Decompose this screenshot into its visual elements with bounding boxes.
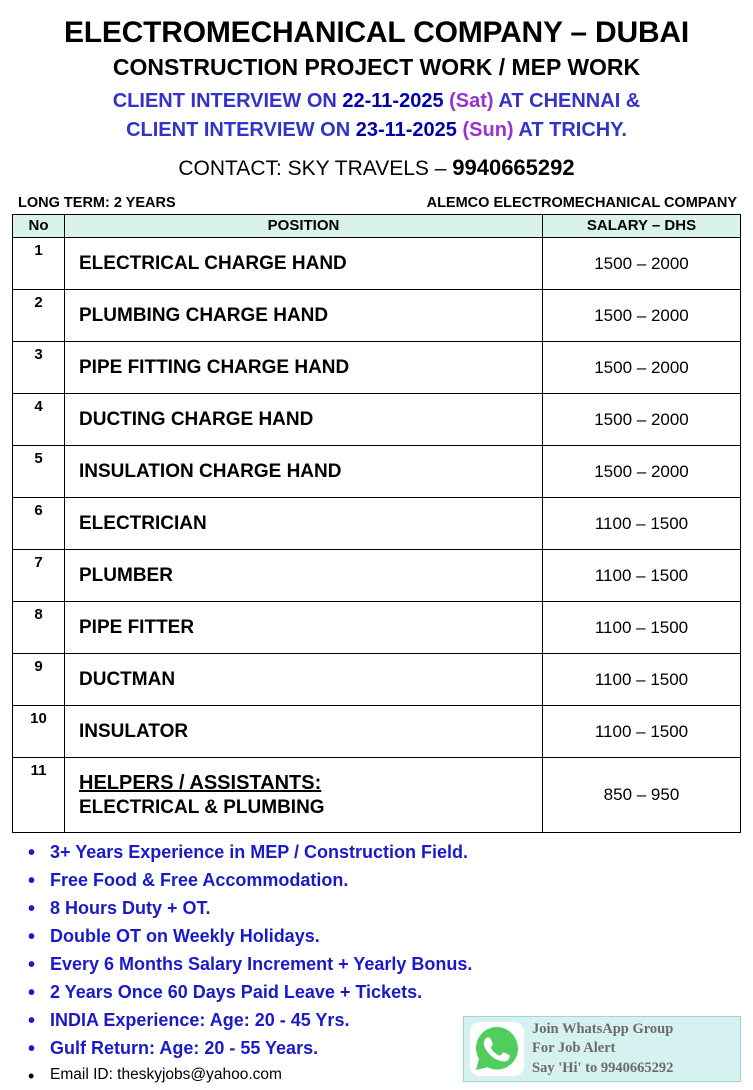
row-no: 9 [13,654,65,706]
page-title: ELECTROMECHANICAL COMPANY – DUBAI [63,16,690,49]
row-no: 7 [13,550,65,602]
table-row [13,602,741,654]
interview-line-trichy [12,117,741,143]
whatsapp-text [524,1020,673,1078]
row-position: ELECTRICAL CHARGE HAND [65,238,543,290]
table-body [13,238,741,833]
table-row [13,238,741,290]
table-row [13,654,741,706]
row-no: 2 [13,290,65,342]
contact-phone: 9940665292 [452,155,575,181]
whatsapp-line-3: Say 'Hi' to 9940665292 [532,1059,674,1076]
list-item: • Free Food & Free Accommodation. [26,867,741,895]
email-line: • Email ID: theskyjobs@yahoo.com [26,1063,741,1088]
helpers-title: HELPERS / ASSISTANTS: [79,772,322,795]
positions-table [12,214,741,833]
table-row [13,706,741,758]
list-item: • 8 Hours Duty + OT. [26,895,741,923]
list-item: • Gulf Return: Age: 20 - 55 Years. [26,1035,741,1063]
row-position: PIPE FITTER [65,602,543,654]
helpers-detail: ELECTRICAL & PLUMBING [79,797,325,819]
table-row-helpers [13,758,741,833]
interview2-date: 23-11-2025 [355,119,457,142]
row-salary: 1500 – 2000 [543,290,741,342]
row-no: 4 [13,394,65,446]
row-no: 11 [13,758,65,833]
row-salary: 1100 – 1500 [543,654,741,706]
list-item: • INDIA Experience: Age: 20 - 45 Yrs. [26,1007,741,1035]
interview1-date: 22-11-2025 [342,90,444,113]
contact-line [12,155,741,181]
list-item: • 2 Years Once 60 Days Paid Leave + Tickets. [26,979,741,1007]
row-salary: 1100 – 1500 [543,550,741,602]
whatsapp-line-2: For Job Alert [532,1040,616,1057]
interview2-suffix: AT TRICHY. [513,119,627,142]
whatsapp-line-1: Join WhatsApp Group [532,1021,674,1038]
whatsapp-icon [470,1022,524,1076]
row-salary: 850 – 950 [543,758,741,833]
row-position: PLUMBER [65,550,543,602]
row-position: PIPE FITTING CHARGE HAND [65,342,543,394]
table-subheader [12,195,741,214]
row-salary: 1500 – 2000 [543,238,741,290]
interview1-suffix: AT CHENNAI & [493,90,641,113]
row-salary: 1100 – 1500 [543,498,741,550]
table-head [13,215,741,238]
contract-term: LONG TERM: 2 YEARS [18,195,176,212]
column-header-salary: SALARY – DHS [543,215,741,238]
row-no: 1 [13,238,65,290]
row-position: DUCTING CHARGE HAND [65,394,543,446]
interview1-day: (Sat) [449,90,494,113]
row-salary: 1500 – 2000 [543,446,741,498]
row-position: PLUMBING CHARGE HAND [65,290,543,342]
column-header-no: No [13,215,65,238]
column-header-position: POSITION [65,215,543,238]
row-position: DUCTMAN [65,654,543,706]
row-salary: 1100 – 1500 [543,602,741,654]
row-position [65,758,543,833]
row-position: INSULATION CHARGE HAND [65,446,543,498]
table-row [13,394,741,446]
row-position: ELECTRICIAN [65,498,543,550]
list-item: • 3+ Years Experience in MEP / Construction Field. [26,839,741,867]
row-no: 6 [13,498,65,550]
interview2-day: (Sun) [462,119,514,142]
row-no: 5 [13,446,65,498]
whatsapp-group-banner[interactable] [463,1016,741,1082]
page-subtitle: CONSTRUCTION PROJECT WORK / MEP WORK [112,53,641,80]
list-item: • Every 6 Months Salary Increment + Yearly Bonus. [26,951,741,979]
interview1-prefix: CLIENT INTERVIEW ON [112,90,343,113]
interview-line-chennai [12,88,741,114]
table-row [13,498,741,550]
row-salary: 1100 – 1500 [543,706,741,758]
row-no: 8 [13,602,65,654]
interview2-prefix: CLIENT INTERVIEW ON [126,119,356,142]
row-salary: 1500 – 2000 [543,342,741,394]
row-no: 3 [13,342,65,394]
table-row [13,342,741,394]
row-no: 10 [13,706,65,758]
list-item: • Double OT on Weekly Holidays. [26,923,741,951]
contact-label: CONTACT: SKY TRAVELS – [178,157,453,181]
row-position: INSULATOR [65,706,543,758]
company-name: ALEMCO ELECTROMECHANICAL COMPANY [426,195,737,212]
table-row [13,446,741,498]
table-header-row [13,215,741,238]
table-row [13,550,741,602]
row-salary: 1500 – 2000 [543,394,741,446]
table-row [13,290,741,342]
